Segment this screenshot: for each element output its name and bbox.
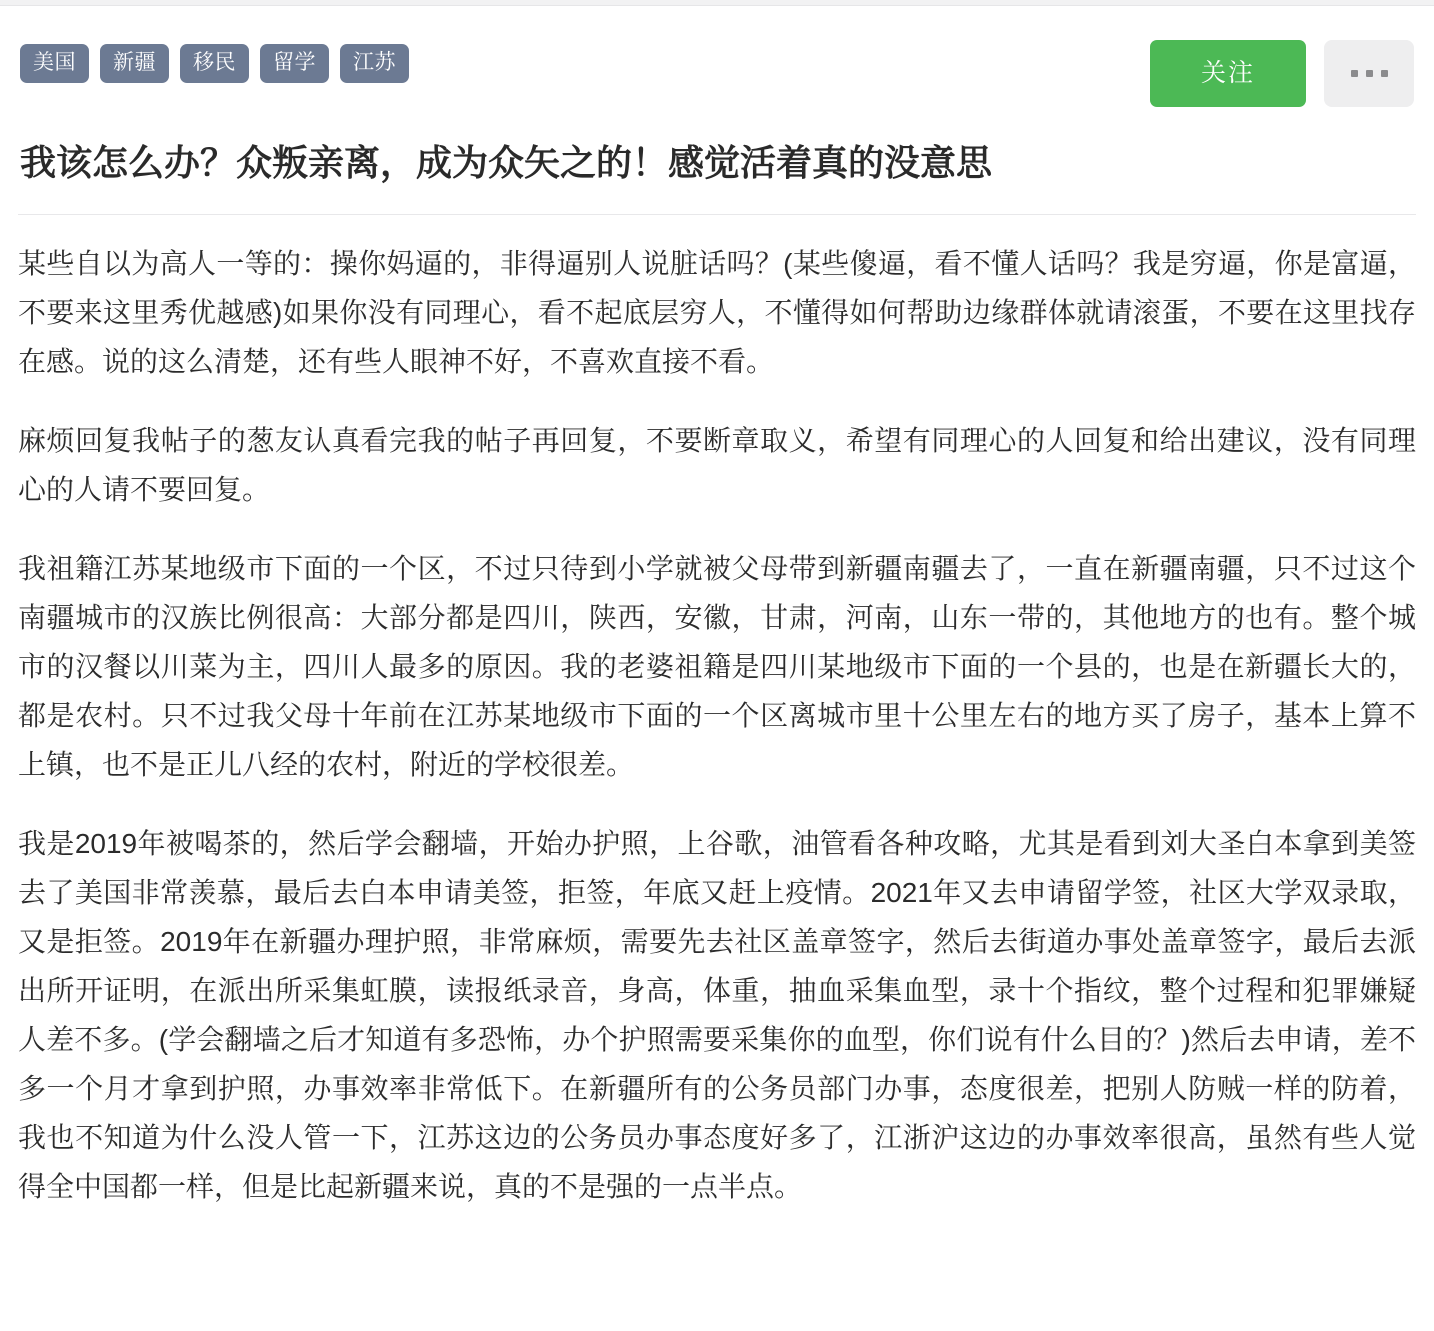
follow-button[interactable]: 关注 xyxy=(1150,40,1306,107)
post-paragraph-1: 某些自以为高人一等的：操你妈逼的，非得逼别人说脏话吗？(某些傻逼，看不懂人话吗？我是穷逼，你是富逼，不要来这里秀优越感)如果你没有同理心，看不起底层穷人，不懂得如何帮助边缘群体就请滚蛋，不要在这里找存在感。说的这么清楚，还有些人眼神不好，不喜欢直接不看。 xyxy=(18,247,1416,377)
ellipsis-horizontal-icon xyxy=(1351,70,1388,77)
tag-chip-meiguo[interactable]: 美国 xyxy=(20,44,89,83)
tag-chip-yimin[interactable]: 移民 xyxy=(180,44,249,83)
title-divider xyxy=(18,214,1416,215)
post-paragraph-3: 我祖籍江苏某地级市下面的一个区，不过只待到小学就被父母带到新疆南疆去了，一直在新疆南疆，只不过这个南疆城市的汉族比例很高：大部分都是四川，陕西，安徽，甘肃，河南，山东一带的，其他地方的也有。整个城市的汉餐以川菜为主，四川人最多的原因。我的老婆祖籍是四川某地级市下面的一个县的，也是在新疆长大的，都是农村。只不过我父母十年前在江苏某地级市下面的一个区离城市里十公里左右的地方买了房子，基本上算不上镇，也不是正儿八经的农村，附近的学校很差。 xyxy=(18,552,1416,780)
post-paragraph-2: 麻烦回复我帖子的葱友认真看完我的帖子再回复，不要断章取义，希望有同理心的人回复和给出建议，没有同理心的人请不要回复。 xyxy=(18,424,1416,505)
top-chrome-strip xyxy=(0,0,1434,6)
tag-list xyxy=(20,40,409,83)
page-title: 我该怎么办？众叛亲离，成为众矢之的！感觉活着真的没意思 xyxy=(20,142,993,183)
tag-chip-xinjiang[interactable]: 新疆 xyxy=(100,44,169,83)
post-body xyxy=(0,239,1434,1211)
tag-chip-jiangsu[interactable]: 江苏 xyxy=(340,44,409,83)
header-actions xyxy=(1150,40,1414,107)
more-options-button[interactable] xyxy=(1324,40,1414,107)
post-page xyxy=(0,7,1434,1211)
post-paragraph-4: 我是2019年被喝茶的，然后学会翻墙，开始办护照，上谷歌，油管看各种攻略，尤其是看到刘大圣白本拿到美签去了美国非常羡慕，最后去白本申请美签，拒签，年底又赶上疫情。2021年又去申请留学签，社区大学双录取，又是拒签。2019年在新疆办理护照，非常麻烦，需要先去社区盖章签字，然后去街道办事处盖章签字，最后去派出所开证明，在派出所采集虹膜，读报纸录音，身高，体重，抽血采集血型，录十个指纹，整个过程和犯罪嫌疑人差不多。(学会翻墙之后才知道有多恐怖，办个护照需要采集你的血型，你们说有什么目的？)然后去申请，差不多一个月才拿到护照，办事效率非常低下。在新疆所有的公务员部门办事，态度很差，把别人防贼一样的防着，我也不知道为什么没人管一下，江苏这边的公务员办事态度好多了，江浙沪这边的办事效率很高，虽然有些人觉得全中国都一样，但是比起新疆来说，真的不是强的一点半点。 xyxy=(18,827,1416,1202)
tag-chip-liuxue[interactable]: 留学 xyxy=(260,44,329,83)
post-header xyxy=(0,7,1434,119)
